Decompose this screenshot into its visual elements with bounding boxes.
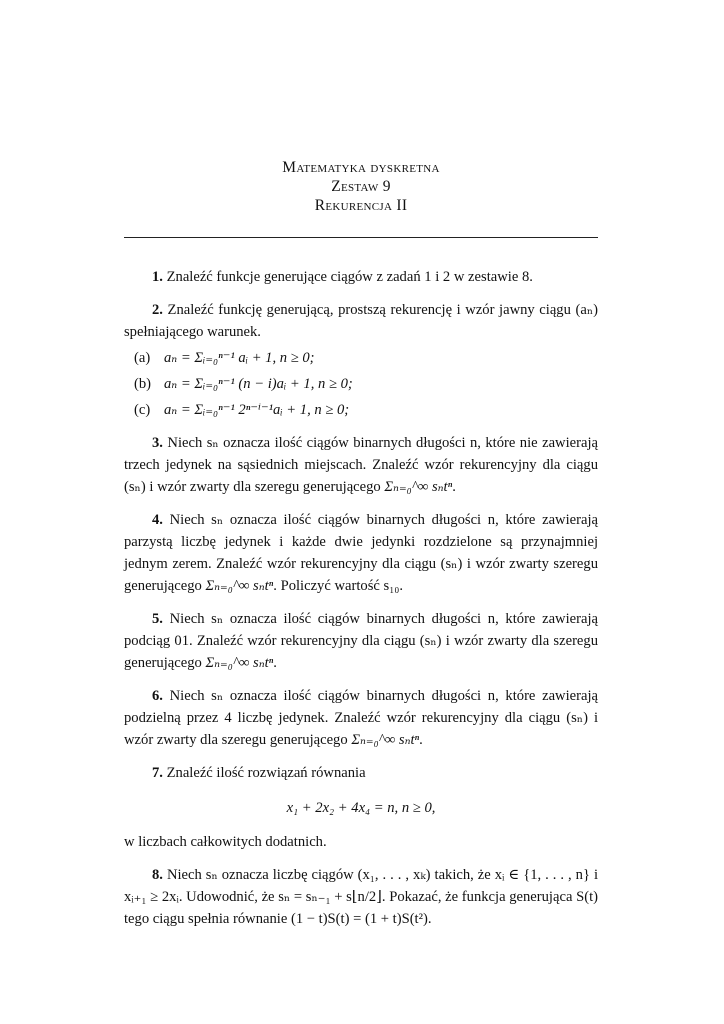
subitem-formula: aₙ = Σᵢ₌₀ⁿ⁻¹ (n − i)aᵢ + 1, n ≥ 0; <box>164 376 353 392</box>
series-formula: Σₙ₌₀^∞ sₙtⁿ <box>384 479 453 495</box>
subitem-label: (b) <box>134 376 152 392</box>
problem-number: 1. <box>152 269 163 285</box>
problem-7-after: w liczbach całkowitych dodatnich. <box>124 834 327 850</box>
problem-text: Znaleźć funkcję generującą, prostszą rekurencję i wzór jawny ciągu (aₙ) spełniającego warunek. <box>124 302 598 340</box>
problem-3: 3. Niech sₙ oznacza ilość ciągów binarnych długości n, które nie zawierają trzech jedynek na sąsiednich miejscach. Znaleźć wzór rekurencyjny dla ciągu (sₙ) i wzór zwarty dla szeregu generującego Σₙ₌₀^∞ sₙtⁿ. <box>124 435 598 495</box>
subitem-formula: aₙ = Σᵢ₌₀ⁿ⁻¹ 2ⁿ⁻ⁱ⁻¹aᵢ + 1, n ≥ 0; <box>164 402 350 418</box>
problem-number: 7. <box>152 765 163 781</box>
problem-text: Niech sₙ oznacza ilość ciągów binarnych długości n, które nie zawierają trzech jedynek na sąsiednich miejscach. Znaleźć wzór rekurencyjny dla ciągu (sₙ) i wzór zwarty dla szeregu generującego <box>124 435 598 495</box>
subitem-b <box>124 373 598 395</box>
set-title: Zestaw 9 <box>331 178 391 195</box>
problem-text: Znaleźć ilość rozwiązań równania <box>166 765 366 781</box>
header-rule <box>124 237 598 238</box>
problem-text: Znaleźć funkcje generujące ciągów z zadań 1 i 2 w zestawie 8. <box>166 269 533 285</box>
problem-number: 5. <box>152 611 163 627</box>
problem-text: Niech sₙ oznacza ilość ciągów binarnych długości n, które zawierają podciąg 01. Znaleźć wzór rekurencyjny dla ciągu (sₙ) i wzór zwarty dla szeregu generującego <box>124 611 598 671</box>
problem-text: Niech sₙ oznacza ilość ciągów binarnych długości n, które zawierają podzielną przez 4 liczbę jedynek. Znaleźć wzór rekurencyjny dla ciągu (sₙ) i wzór zwarty dla szeregu generującego <box>124 688 598 748</box>
subitem-label: (a) <box>134 350 151 366</box>
course-title: Matematyka dyskretna <box>282 159 440 176</box>
problem-8 <box>124 864 598 930</box>
series-formula: Σₙ₌₀^∞ sₙtⁿ <box>205 578 274 594</box>
problem-tail: . Policzyć wartość s₁₀. <box>273 578 404 594</box>
problem-7 <box>124 762 598 784</box>
problem-number: 6. <box>152 688 163 704</box>
problem-7-equation: x₁ + 2x₂ + 4x₄ = n, n ≥ 0, <box>286 800 436 816</box>
problem-number: 3. <box>152 435 163 451</box>
problem-5: 5. Niech sₙ oznacza ilość ciągów binarnych długości n, które zawierają podciąg 01. Znaleźć wzór rekurencyjny dla ciągu (sₙ) i wzór zwarty dla szeregu generującego Σₙ₌₀^∞ sₙtⁿ. <box>124 611 598 671</box>
problem-1 <box>124 266 598 288</box>
series-formula: Σₙ₌₀^∞ sₙtⁿ <box>205 655 274 671</box>
problem-number: 8. <box>152 867 163 883</box>
document-header <box>124 158 598 215</box>
problem-text: Niech sₙ oznacza liczbę ciągów (x₁, . . . , xₖ) takich, że xᵢ ∈ {1, . . . , n} i xᵢ₊₁ ≥ 2xᵢ. Udowodnić, że sₙ = sₙ₋₁ + s⌊n/2⌋. Pokazać, że funkcja generująca S(t) tego ciągu spełnia równanie (1 − t)S(t) = (1 + t)S(t²). <box>124 867 598 927</box>
problem-6: 6. Niech sₙ oznacza ilość ciągów binarnych długości n, które zawierają podzielną przez 4 liczbę jedynek. Znaleźć wzór rekurencyjny dla ciągu (sₙ) i wzór zwarty dla szeregu generującego Σₙ₌₀^∞ sₙtⁿ. <box>124 688 598 748</box>
problem-4 <box>124 509 598 597</box>
subitem-c <box>124 399 598 421</box>
series-formula: Σₙ₌₀^∞ sₙtⁿ <box>351 732 420 748</box>
problem-2 <box>124 299 598 343</box>
subitem-a <box>124 347 598 369</box>
problem-list <box>124 266 598 930</box>
topic-title: Rekurencja II <box>314 197 408 214</box>
problem-number: 4. <box>152 512 163 528</box>
subitem-label: (c) <box>134 402 151 418</box>
problem-number: 2. <box>152 302 163 318</box>
subitem-formula: aₙ = Σᵢ₌₀ⁿ⁻¹ aᵢ + 1, n ≥ 0; <box>164 350 315 366</box>
problem-text: Niech sₙ oznacza ilość ciągów binarnych długości n, które zawierają parzystą liczbę jedynek i każde dwie jedynki rozdzielone są przynajmniej jednym zerem. Znaleźć wzór rekurencyjny dla ciągu (sₙ) i wzór zwarty szeregu generującego <box>124 512 598 594</box>
